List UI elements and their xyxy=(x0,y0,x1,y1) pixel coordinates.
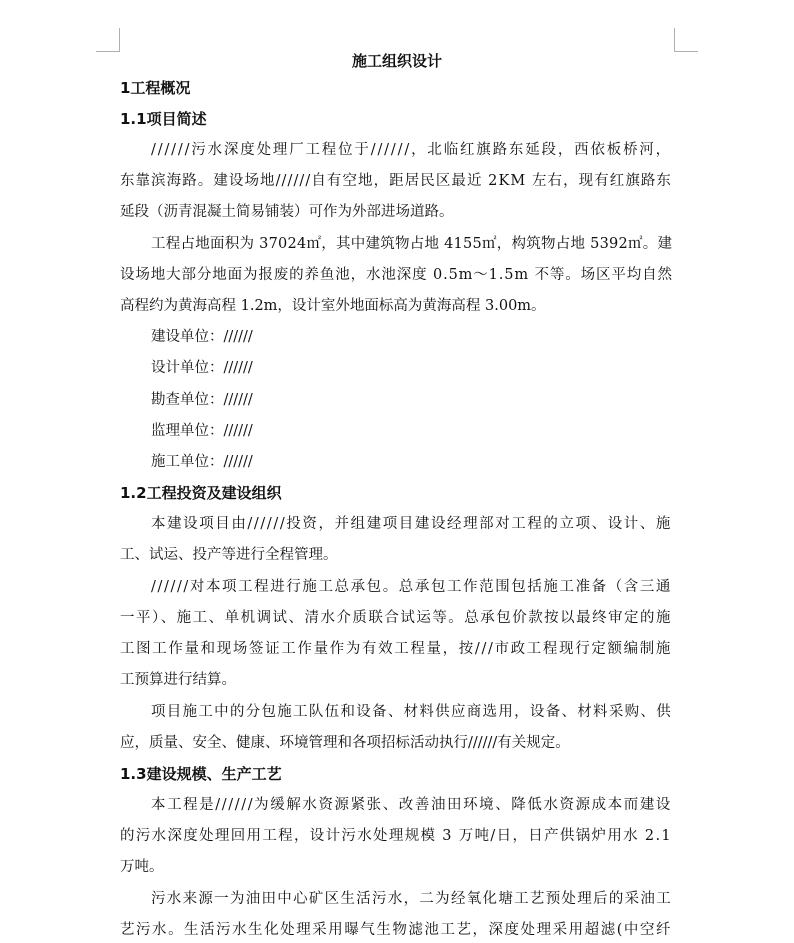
document-title: 施工组织设计 xyxy=(351,52,442,70)
